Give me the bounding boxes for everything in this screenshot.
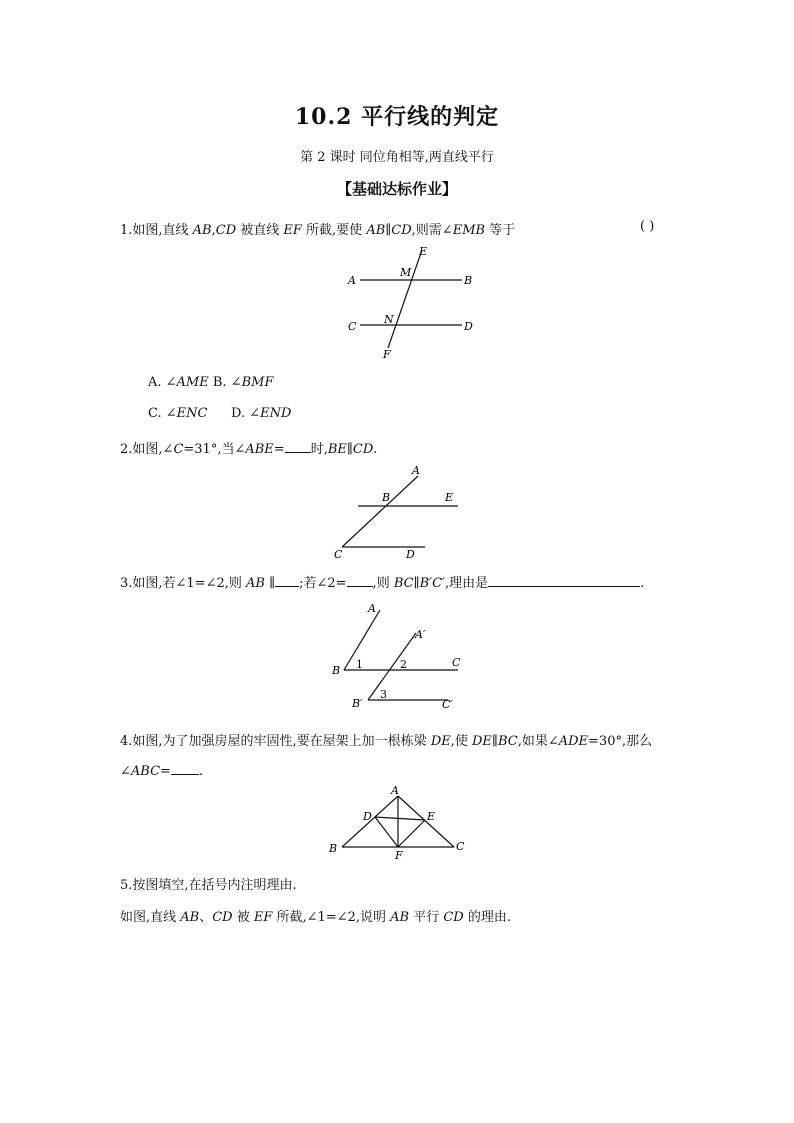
label-a: A [368, 602, 376, 615]
label-e: E [445, 491, 454, 504]
label-b: B [464, 274, 473, 287]
label-b: B [332, 664, 341, 677]
label-c-prime: C′ [442, 698, 453, 711]
answer-blank[interactable] [171, 762, 199, 775]
question-1-text: 1.如图,直线 AB,CD 被直线 EF 所截,要使 AB∥CD,则需∠EMB 等于 [120, 223, 516, 238]
label-e: E [419, 245, 428, 258]
question-5-title: 5.按图填空,在括号内注明理由. [120, 878, 297, 893]
answer-blank[interactable] [347, 574, 373, 587]
label-c: C [348, 320, 357, 333]
label-c: C [334, 548, 343, 561]
answer-parentheses: ( ) [640, 219, 655, 234]
question-3-text: 3.如图,若∠1=∠2,则 AB ∥ ;若∠2= ,则 BC∥B′C′,理由是 . [120, 576, 645, 591]
answer-blank[interactable] [275, 574, 299, 587]
label-a: A [412, 464, 420, 477]
figure-3 [328, 598, 468, 713]
label-b-prime: B′ [352, 697, 363, 710]
question-2-text: 2.如图,∠C=31°,当∠ABE= 时,BE∥CD. [120, 442, 378, 457]
line-ef [398, 820, 425, 847]
label-b: B [382, 491, 391, 504]
angle-3-label: 3 [380, 688, 387, 701]
line-b2a2 [368, 633, 416, 700]
label-e: E [427, 810, 436, 823]
label-n: N [384, 313, 394, 326]
label-a-prime: A′ [415, 628, 426, 641]
label-f: F [383, 348, 391, 361]
question-1-option-c: C. ∠ENC [148, 406, 208, 421]
figure-1 [340, 240, 490, 365]
label-f: F [395, 849, 403, 862]
line-de [375, 817, 425, 820]
angle-2-label: 2 [400, 658, 407, 671]
answer-blank[interactable] [285, 440, 311, 453]
label-d: D [363, 810, 372, 823]
label-c: C [452, 656, 461, 669]
label-a: A [348, 274, 356, 287]
question-4-text-line-1: 4.如图,为了加强房屋的牢固性,要在屋架上加一根栋梁 DE,使 DE∥BC,如果∠ADE=30°,那么 [120, 734, 653, 749]
question-1-option-d: D. ∠END [231, 406, 292, 421]
figure-2 [330, 460, 470, 565]
label-d: D [464, 320, 473, 333]
label-m: M [400, 266, 412, 279]
page-title: 10.2 平行线的判定 [294, 104, 500, 130]
angle-1-label: 1 [356, 658, 363, 671]
question-4-text-line-2: ∠ABC= . [120, 764, 204, 779]
question-5-text: 如图,直线 AB、CD 被 EF 所截,∠1=∠2,说明 AB 平行 CD 的理由. [120, 910, 511, 925]
label-c: C [456, 840, 465, 853]
label-b: B [329, 842, 338, 855]
line-df [375, 817, 398, 847]
line-ca [342, 476, 418, 547]
label-a: A [391, 784, 399, 797]
section-heading: 【基础达标作业】 [336, 180, 457, 198]
line-ef [388, 250, 422, 348]
label-d: D [406, 548, 415, 561]
lesson-subtitle: 第 2 课时 同位角相等,两直线平行 [300, 150, 494, 165]
question-1-options-ab: A. ∠AME B. ∠BMF [148, 375, 274, 390]
answer-blank[interactable] [488, 574, 640, 587]
figure-4-roof-truss [325, 782, 475, 862]
